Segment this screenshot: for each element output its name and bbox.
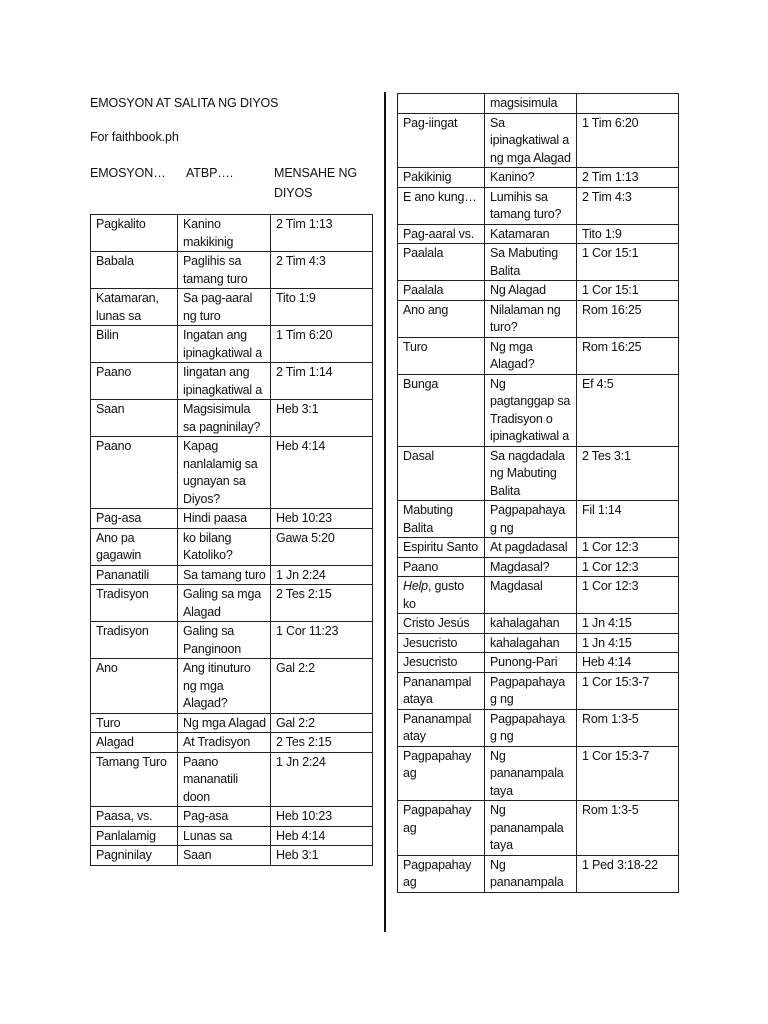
- cell-mensahe: 1 Jn 2:24: [271, 565, 373, 585]
- cell-atbp: Sa Mabuting Balita: [485, 244, 577, 281]
- table-row: [398, 538, 679, 558]
- cell-mensahe: 1 Cor 15:1: [577, 244, 679, 281]
- table-row: [398, 281, 679, 301]
- cell-mensahe: Rom 1:3-5: [577, 801, 679, 856]
- cell-atbp: Sa tamang turo: [178, 565, 271, 585]
- table-row: [91, 437, 373, 509]
- cell-emosyon: Pagpapahay ag: [398, 746, 485, 801]
- table-row: [91, 846, 373, 866]
- table-row: [398, 614, 679, 634]
- table-row: [398, 801, 679, 856]
- cell-atbp: Magdasal?: [485, 557, 577, 577]
- cell-atbp: Sa ipinagkatiwal a ng mga Alagad: [485, 113, 577, 168]
- cell-emosyon: Pananampal ataya: [398, 672, 485, 709]
- table-right: [397, 93, 679, 893]
- cell-mensahe: [577, 94, 679, 114]
- cell-atbp: Pagpapahaya g ng: [485, 709, 577, 746]
- table-row: [91, 807, 373, 827]
- cell-mensahe: 1 Tim 6:20: [271, 326, 373, 363]
- cell-emosyon: Bilin: [91, 326, 178, 363]
- cell-atbp: Katamaran: [485, 224, 577, 244]
- table-row: [91, 289, 373, 326]
- cell-emosyon: Tradisyon: [91, 622, 178, 659]
- cell-emosyon: Turo: [398, 337, 485, 374]
- table-row: [398, 501, 679, 538]
- cell-emosyon: Paano: [91, 437, 178, 509]
- cell-atbp: Punong-Pari: [485, 653, 577, 673]
- cell-mensahe: 2 Tim 4:3: [577, 187, 679, 224]
- table-row: [398, 746, 679, 801]
- cell-emosyon: Ano pa gagawin: [91, 528, 178, 565]
- cell-atbp: Kanino?: [485, 168, 577, 188]
- table-row: [91, 752, 373, 807]
- cell-atbp: Magdasal: [485, 577, 577, 614]
- column-heading-emosyon: EMOSYON…: [90, 166, 166, 180]
- cell-mensahe: Gal 2:2: [271, 713, 373, 733]
- cell-atbp: Magsisimula sa pagninilay?: [178, 400, 271, 437]
- table-row: [398, 94, 679, 114]
- cell-atbp: Ang itinuturo ng mga Alagad?: [178, 659, 271, 714]
- cell-atbp: Paano mananatili doon: [178, 752, 271, 807]
- table-row: [398, 300, 679, 337]
- cell-atbp: Ng pagtanggap sa Tradisyon o ipinagkatiwal a: [485, 374, 577, 446]
- cell-emosyon: Mabuting Balita: [398, 501, 485, 538]
- table-row: [91, 215, 373, 252]
- table-row: [91, 826, 373, 846]
- cell-emosyon: Tradisyon: [91, 585, 178, 622]
- cell-atbp: Sa nagdadala ng Mabuting Balita: [485, 446, 577, 501]
- table-row: [91, 622, 373, 659]
- cell-atbp: Ng pananampala taya: [485, 746, 577, 801]
- cell-emosyon: Cristo Jesús: [398, 614, 485, 634]
- cell-emosyon: Turo: [91, 713, 178, 733]
- cell-mensahe: Rom 1:3-5: [577, 709, 679, 746]
- cell-emosyon: Paano: [398, 557, 485, 577]
- cell-atbp: Ng mga Alagad?: [485, 337, 577, 374]
- cell-atbp: Lumihis sa tamang turo?: [485, 187, 577, 224]
- column-heading-mensahe: MENSAHE NG DIYOS: [274, 166, 358, 200]
- table-row: [398, 672, 679, 709]
- cell-mensahe: 2 Tes 3:1: [577, 446, 679, 501]
- cell-mensahe: 2 Tim 1:14: [271, 363, 373, 400]
- cell-mensahe: Heb 3:1: [271, 400, 373, 437]
- table-row: [91, 252, 373, 289]
- table-row: [398, 168, 679, 188]
- cell-emosyon: Pagpapahay ag: [398, 855, 485, 892]
- cell-atbp: Ng Alagad: [485, 281, 577, 301]
- cell-emosyon: Pagpapahay ag: [398, 801, 485, 856]
- table-left: [90, 214, 373, 866]
- cell-mensahe: Tito 1:9: [271, 289, 373, 326]
- cell-emosyon: Pag-asa: [91, 509, 178, 529]
- cell-emosyon: Babala: [91, 252, 178, 289]
- cell-mensahe: 2 Tim 1:13: [577, 168, 679, 188]
- table-row: [398, 374, 679, 446]
- table-row: [91, 400, 373, 437]
- table-row: [91, 659, 373, 714]
- table-row: [398, 187, 679, 224]
- cell-emosyon: Dasal: [398, 446, 485, 501]
- cell-emosyon: Ano: [91, 659, 178, 714]
- cell-atbp: Nilalaman ng turo?: [485, 300, 577, 337]
- cell-emosyon: Ano ang: [398, 300, 485, 337]
- cell-atbp: kahalagahan: [485, 633, 577, 653]
- cell-emosyon: [398, 94, 485, 114]
- cell-atbp: Ingatan ang ipinagkatiwal a: [178, 326, 271, 363]
- cell-emosyon: Alagad: [91, 733, 178, 753]
- table-row: [91, 363, 373, 400]
- cell-atbp: Galing sa mga Alagad: [178, 585, 271, 622]
- cell-emosyon: Paalala: [398, 244, 485, 281]
- cell-mensahe: 1 Jn 2:24: [271, 752, 373, 807]
- cell-emosyon: Panlalamig: [91, 826, 178, 846]
- cell-mensahe: 1 Cor 12:3: [577, 557, 679, 577]
- cell-mensahe: 1 Cor 12:3: [577, 577, 679, 614]
- cell-mensahe: 1 Jn 4:15: [577, 614, 679, 634]
- table-row: [398, 557, 679, 577]
- cell-mensahe: Rom 16:25: [577, 337, 679, 374]
- cell-mensahe: Gawa 5:20: [271, 528, 373, 565]
- cell-atbp: Pagpapahaya g ng: [485, 501, 577, 538]
- cell-mensahe: Heb 10:23: [271, 509, 373, 529]
- page-subtitle: For faithbook.ph: [90, 130, 179, 144]
- table-row: [91, 713, 373, 733]
- cell-mensahe: 1 Ped 3:18-22: [577, 855, 679, 892]
- table-row: [91, 509, 373, 529]
- cell-atbp: ko bilang Katoliko?: [178, 528, 271, 565]
- cell-atbp: Kapag nanlalamig sa ugnayan sa Diyos?: [178, 437, 271, 509]
- cell-atbp: Pag-asa: [178, 807, 271, 827]
- cell-mensahe: Heb 4:14: [271, 826, 373, 846]
- cell-atbp: Ng pananampala: [485, 855, 577, 892]
- cell-mensahe: Heb 3:1: [271, 846, 373, 866]
- table-left-body: [91, 215, 373, 866]
- table-row: [398, 709, 679, 746]
- cell-atbp: magsisimula: [485, 94, 577, 114]
- table-row: [398, 633, 679, 653]
- table-row: [91, 565, 373, 585]
- cell-mensahe: 1 Jn 4:15: [577, 633, 679, 653]
- cell-atbp: At Tradisyon: [178, 733, 271, 753]
- cell-mensahe: 1 Tim 6:20: [577, 113, 679, 168]
- table-row: [398, 113, 679, 168]
- cell-atbp: Galing sa Panginoon: [178, 622, 271, 659]
- cell-atbp: Saan: [178, 846, 271, 866]
- cell-atbp: Pagpapahaya g ng: [485, 672, 577, 709]
- table-row: [91, 585, 373, 622]
- table-row: [398, 337, 679, 374]
- table-row: [398, 244, 679, 281]
- cell-emosyon: E ano kung…: [398, 187, 485, 224]
- cell-mensahe: Heb 4:14: [577, 653, 679, 673]
- cell-mensahe: Gal 2:2: [271, 659, 373, 714]
- table-row: [91, 733, 373, 753]
- cell-mensahe: 1 Cor 11:23: [271, 622, 373, 659]
- cell-mensahe: Tito 1:9: [577, 224, 679, 244]
- cell-mensahe: 1 Cor 15:1: [577, 281, 679, 301]
- cell-mensahe: Heb 10:23: [271, 807, 373, 827]
- cell-atbp: Kanino makikinig: [178, 215, 271, 252]
- cell-emosyon: Paasa, vs.: [91, 807, 178, 827]
- cell-emosyon: Pananatili: [91, 565, 178, 585]
- cell-mensahe: Rom 16:25: [577, 300, 679, 337]
- table-right-body: [398, 94, 679, 893]
- cell-emosyon: Help, gusto ko: [398, 577, 485, 614]
- cell-atbp: At pagdadasal: [485, 538, 577, 558]
- column-heading-atbp: ATBP….: [186, 166, 234, 180]
- cell-mensahe: 1 Cor 15:3-7: [577, 672, 679, 709]
- cell-atbp: Ng pananampala taya: [485, 801, 577, 856]
- table-row: [398, 577, 679, 614]
- cell-atbp: Lunas sa: [178, 826, 271, 846]
- table-row: [91, 528, 373, 565]
- cell-mensahe: Heb 4:14: [271, 437, 373, 509]
- cell-emosyon: Saan: [91, 400, 178, 437]
- cell-atbp: Hindi paasa: [178, 509, 271, 529]
- cell-mensahe: 2 Tim 1:13: [271, 215, 373, 252]
- cell-mensahe: 2 Tes 2:15: [271, 733, 373, 753]
- table-row: [398, 855, 679, 892]
- cell-emosyon: Pakikinig: [398, 168, 485, 188]
- cell-atbp: Iingatan ang ipinagkatiwal a: [178, 363, 271, 400]
- cell-mensahe: 2 Tim 4:3: [271, 252, 373, 289]
- cell-emosyon: Pananampal atay: [398, 709, 485, 746]
- cell-emosyon: Paalala: [398, 281, 485, 301]
- cell-emosyon: Bunga: [398, 374, 485, 446]
- cell-mensahe: 1 Cor 12:3: [577, 538, 679, 558]
- cell-mensahe: Ef 4:5: [577, 374, 679, 446]
- cell-emosyon: Jesucristo: [398, 653, 485, 673]
- table-row: [398, 446, 679, 501]
- cell-emosyon: Paano: [91, 363, 178, 400]
- cell-emosyon: Pag-iingat: [398, 113, 485, 168]
- cell-atbp: Paglihis sa tamang turo: [178, 252, 271, 289]
- cell-emosyon: Pagkalito: [91, 215, 178, 252]
- cell-emosyon: Espiritu Santo: [398, 538, 485, 558]
- cell-emosyon: Tamang Turo: [91, 752, 178, 807]
- cell-atbp: kahalagahan: [485, 614, 577, 634]
- cell-emosyon: Pagninilay: [91, 846, 178, 866]
- column-divider: [384, 92, 386, 932]
- cell-emosyon: Katamaran, lunas sa: [91, 289, 178, 326]
- cell-atbp: Sa pag-aaral ng turo: [178, 289, 271, 326]
- cell-atbp: Ng mga Alagad: [178, 713, 271, 733]
- cell-emosyon: Jesucristo: [398, 633, 485, 653]
- cell-emosyon: Pag-aaral vs.: [398, 224, 485, 244]
- cell-mensahe: Fil 1:14: [577, 501, 679, 538]
- cell-mensahe: 1 Cor 15:3-7: [577, 746, 679, 801]
- cell-mensahe: 2 Tes 2:15: [271, 585, 373, 622]
- table-row: [398, 224, 679, 244]
- page-title: EMOSYON AT SALITA NG DIYOS: [90, 96, 279, 110]
- table-row: [398, 653, 679, 673]
- table-row: [91, 326, 373, 363]
